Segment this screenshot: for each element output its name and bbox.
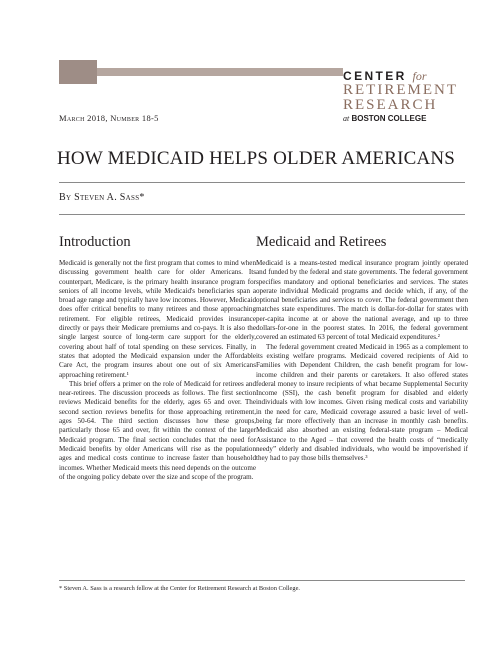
body-paragraph: Medicaid is a means-tested medical insurance program jointly operated and funded by the federal and state governments. The federal government specifies mandatory and optional beneficiaries and services. The states operate individual Medicaid programs and decide which, if any, of the optional beneficiaries and services to cover. The federal government then matches state expenditures. The match is dollar-for-dollar for states with per-capita income at or above the national average, and up to three dollars-for-one in the poorest states. In 2016, the federal government covered an estimated 63 percent of total Medicaid expenditures.²: [256, 259, 468, 342]
byline-rule: [59, 214, 465, 215]
header-color-block: [59, 60, 97, 84]
column-right: [256, 234, 468, 464]
author-footnote: * Steven A. Sass is a research fellow at the Center for Retirement Research at Boston College.: [59, 585, 300, 592]
section-heading-introduction: Introduction: [59, 234, 131, 250]
footnote-rule: [59, 580, 465, 581]
page-title: HOW MEDICAID HELPS OLDER AMERICANS: [57, 148, 456, 169]
title-rule-bottom: [59, 182, 465, 183]
logo-line-boston-college: at BOSTON COLLEGE: [343, 114, 427, 123]
logo-line-center: CENTER for: [343, 69, 427, 83]
body-paragraph: The federal government created Medicaid in 1965 as a complement to its existing welfare programs. Medicaid covered recipients of Aid to Families with Dependent Children, the cash benefit program for low-income children and their parents or caretakers. It also offered states federal money to insure recipients of what became Supplemental Security Income (SSI), the cash benefit program for disabled and elderly individuals with low incomes. Given rising medical costs and variability in the need for care, Medicaid coverage assured a basic level of well-being far more effectively than an increase in monthly cash benefits. Medicaid also absorbed an existing federal-state program – Medical Assistance to the Aged – that covered the health costs of “medically needy” elderly and disabled individuals, who would be impoverished if they had to pay those bills themselves.³: [256, 342, 468, 463]
center-logo: [343, 70, 465, 124]
header-color-band: [97, 68, 343, 76]
issue-date: March 2018, Number 18-5: [59, 113, 159, 123]
logo-line-retirement: RETIREMENT: [343, 82, 458, 98]
section-heading-medicaid-and-retirees: Medicaid and Retirees: [256, 234, 387, 250]
logo-line-research: RESEARCH: [343, 97, 438, 113]
column-left: [59, 234, 256, 482]
byline: By Steven A. Sass*: [59, 192, 145, 203]
body-paragraph: This brief offers a primer on the role of Medicaid for retirees and near-retirees. The discussion proceeds as follows. The first section reviews Medicaid benefits for the elderly, ages 65 and over. The second section reviews benefits for those approaching retirement, ages 50-64. The third section discusses how these groups, particularly those 65 and over, fit within the context of the larger Medicaid program. The final section concludes that the need for Medicaid benefits by older Americans will rise as the population ages and medical costs continue to increase faster than household incomes. Whether Medicaid meets this need depends on the outcome of the ongoing policy debate over the size and scope of the program.: [59, 379, 256, 481]
body-paragraph: Medicaid is generally not the first program that comes to mind when discussing government health care for older Americans. Its counterpart, Medicare, is the primary health insurance program for seniors of all income levels, while Medicaid's beneficiaries span a broad age range and typically have low incomes. However, Medicaid does offer critical benefits to many retirees and those approaching retirement. For eligible retirees, Medicaid provides insurance directly or pays their Medicare premiums and co-pays. It is also the single largest source of long-term care support for the elderly, covering about half of total spending on these services. Finally, in states that adopted the Medicaid expansion under the Affordable Care Act, the program insures about one out of six Americans approaching retirement.¹: [59, 259, 256, 379]
